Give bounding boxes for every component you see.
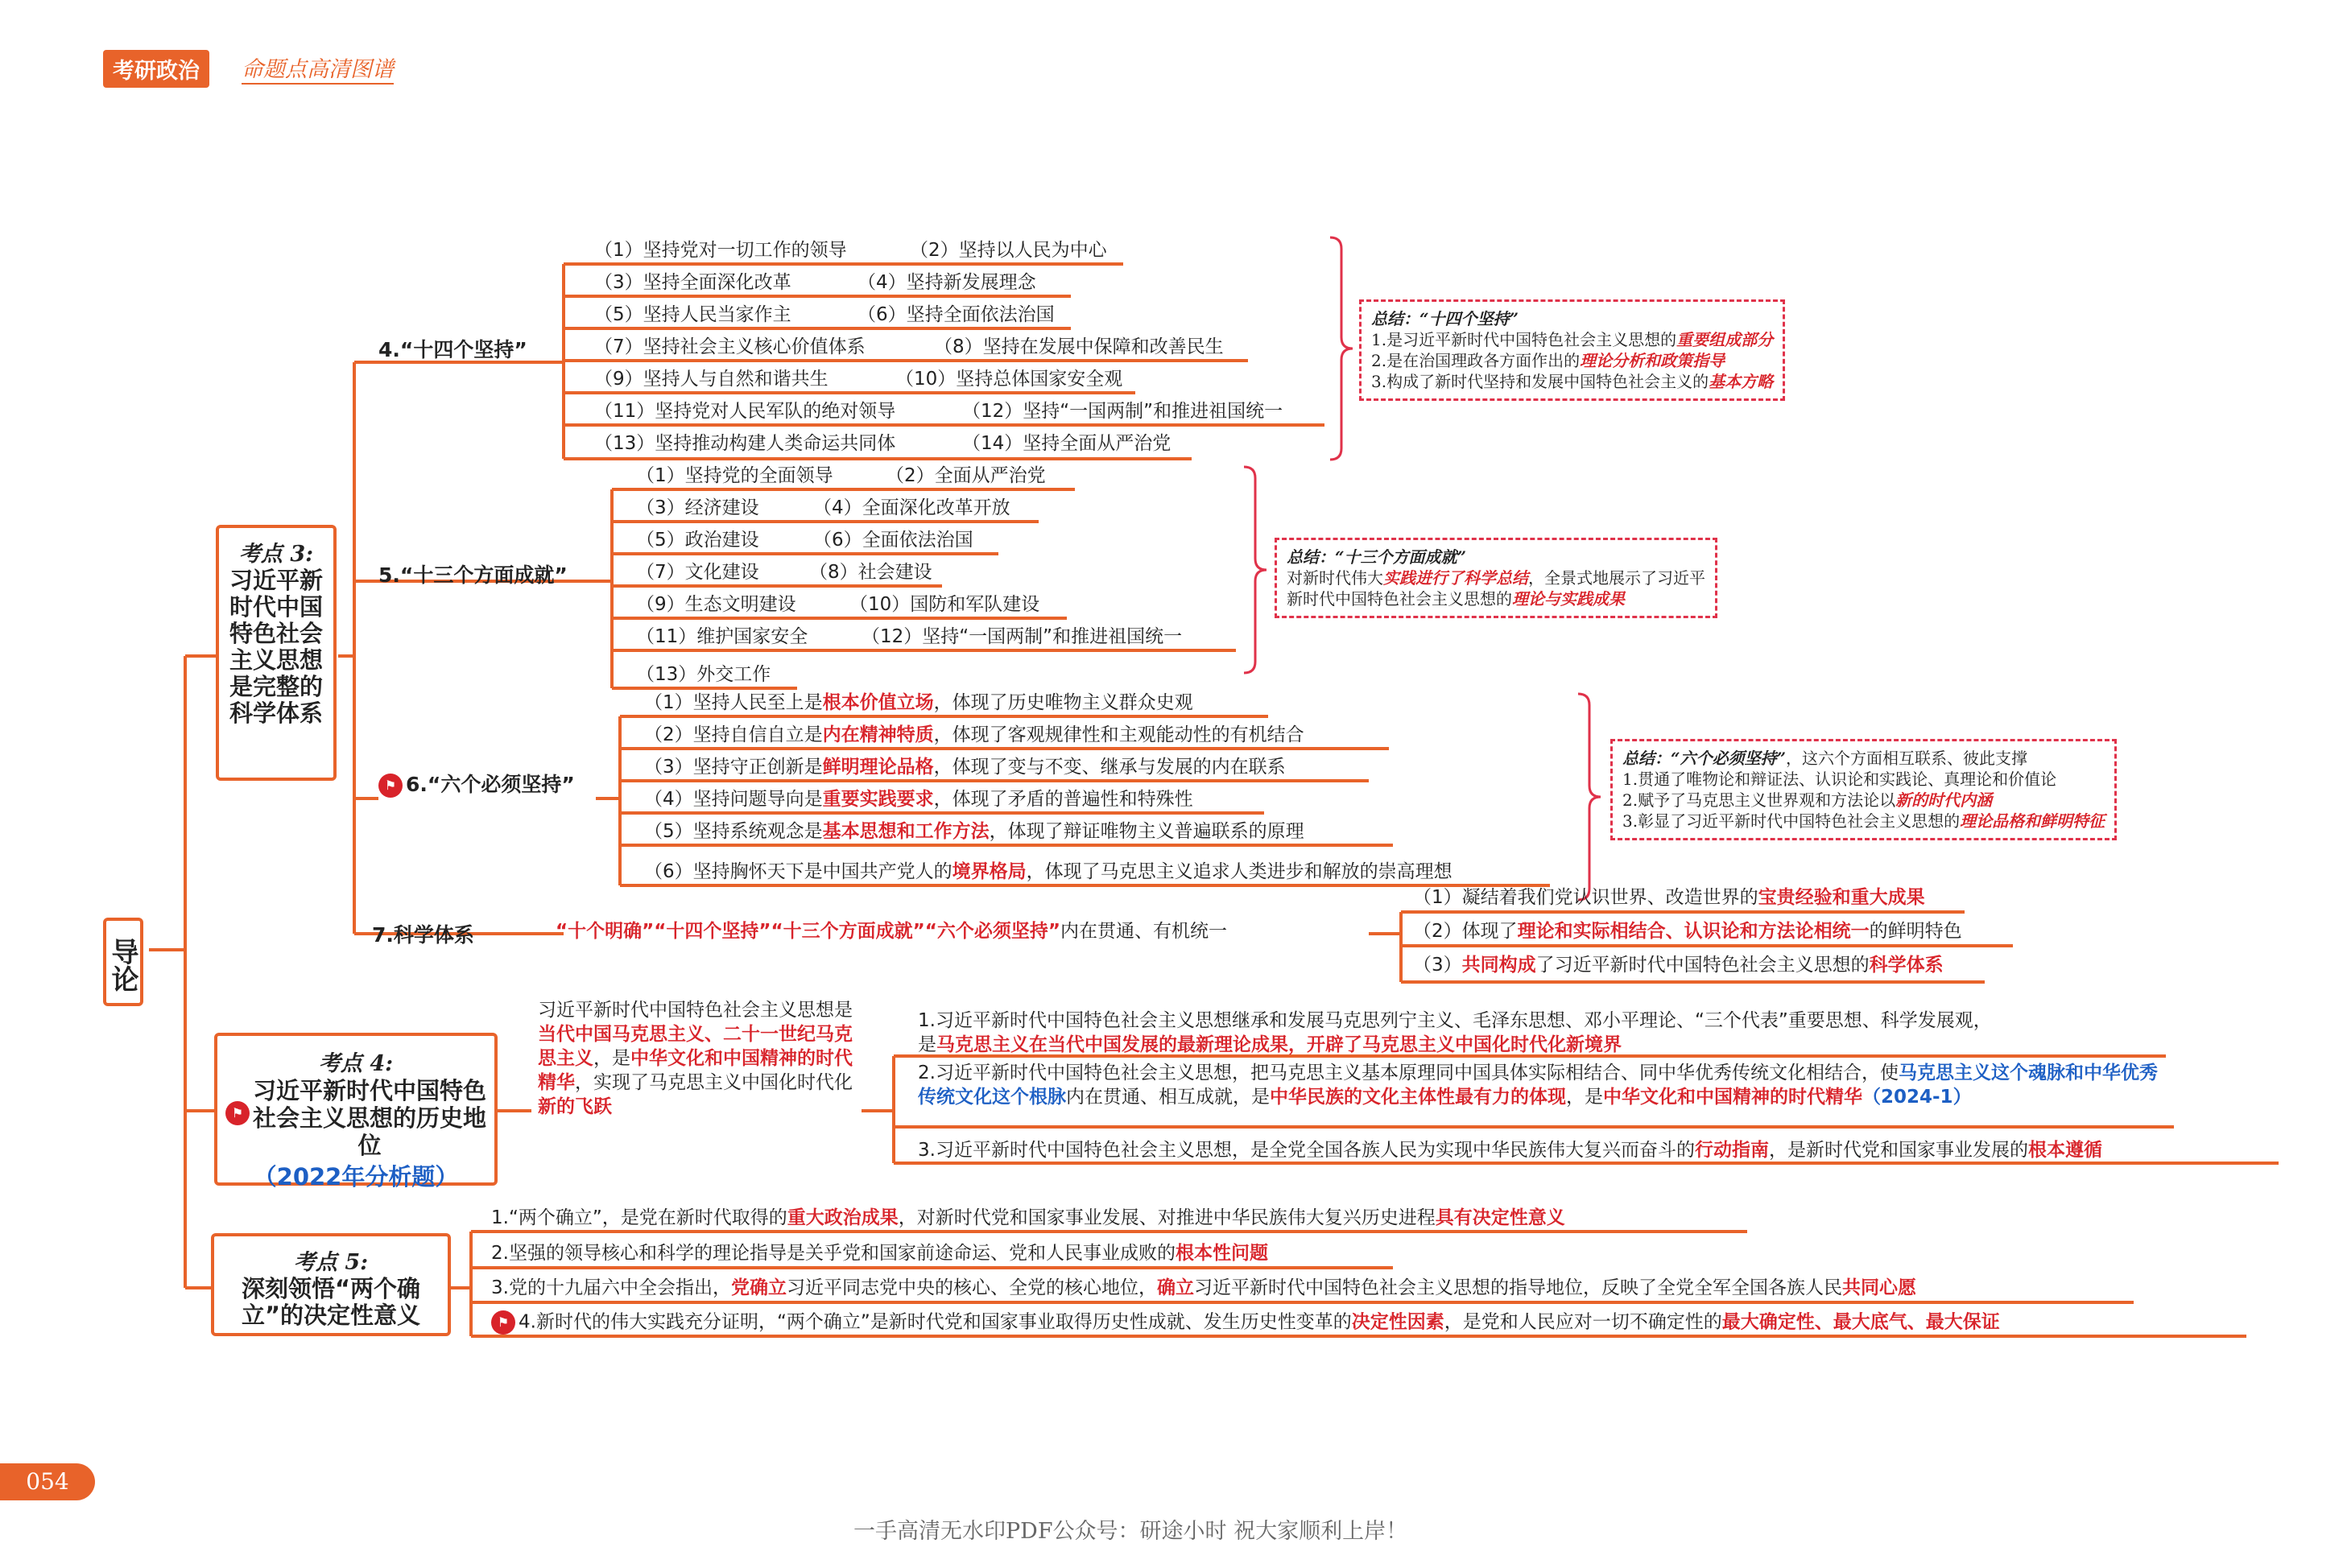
branch4-item: （14）坚持全面从严治党 xyxy=(962,433,1172,454)
summary-line: 3.构成了新时代坚持和发展中国特色社会主义的基本方略 xyxy=(1371,372,1774,391)
root-node: 导论 xyxy=(103,918,143,1006)
branch6-item: （6）坚持胸怀天下是中国共产党人的境界格局，体现了马克思主义追求人类进步和解放的崇高理想 xyxy=(644,861,1452,882)
branch5-item: （1）坚持党的全面领导 xyxy=(636,465,833,486)
branch5-item: （9）生态文明建设 xyxy=(636,594,796,615)
branch4-item: （6）坚持全面依法治国 xyxy=(857,304,1055,325)
summary-line: 1.是习近平新时代中国特色社会主义思想的重要组成部分 xyxy=(1371,330,1774,349)
branch7-label: 7.科学体系 xyxy=(372,923,474,947)
branch7-item: （3）共同构成了习近平新时代中国特色社会主义思想的科学体系 xyxy=(1413,955,1944,976)
summary-line: 1.贯通了唯物论和辩证法、认识论和实践论、真理论和价值论 xyxy=(1622,770,2057,789)
branch5-summary xyxy=(1275,538,1717,618)
summary-line: 3.彰显了习近平新时代中国特色社会主义思想的理论品格和鲜明特征 xyxy=(1622,811,2105,831)
branch4-summary xyxy=(1359,299,1785,401)
branch4-item: （12）坚持“一国两制”和推进祖国统一 xyxy=(962,401,1283,422)
summary-line: 新时代中国特色社会主义思想的理论与实践成果 xyxy=(1287,589,1625,609)
branch6-item: （5）坚持系统观念是基本思想和工作方法，体现了辩证唯物主义普遍联系的原理 xyxy=(644,821,1304,842)
branch4-item: （7）坚持社会主义核心价值体系 xyxy=(594,336,866,357)
kd4-item-3: 3.习近平新时代中国特色社会主义思想，是全党全国各族人民为实现中华民族伟大复兴而奋斗的行动指南，是新时代党和国家事业发展的根本遵循 xyxy=(918,1140,2102,1161)
branch5-item: （12）坚持“一国两制”和推进祖国统一 xyxy=(862,626,1183,647)
watermark: 一手高清无水印PDF公众号：研途小时 祝大家顺利上岸！ xyxy=(853,1519,1408,1544)
kd5-item-4: ⚑ 4.新时代的伟大实践充分证明，“两个确立”是新时代党和国家事业取得历史性成就、发生历史性变革的决定性因素，是党和人民应对一切不确定性的最大确定性、最大底气、最大保证 xyxy=(491,1310,2000,1335)
flag-icon: ⚑ xyxy=(378,774,403,798)
page-number: 054 xyxy=(0,1463,95,1500)
branch4-item: （9）坚持人与自然和谐共生 xyxy=(594,369,829,390)
branch5-item: （13）外交工作 xyxy=(636,664,771,685)
branch4-item: （11）坚持党对人民军队的绝对领导 xyxy=(594,401,896,422)
branch5-item: （11）维护国家安全 xyxy=(636,626,808,647)
summary-line: 2.是在治国理政各方面作出的理论分析和政策指导 xyxy=(1371,351,1725,370)
branch6-label: ⚑ 6.“六个必须坚持” xyxy=(378,769,575,798)
branch4-item: （8）坚持在发展中保障和改善民生 xyxy=(934,336,1224,357)
branch5-item: （6）全面依法治国 xyxy=(813,530,973,551)
branch5-item: （10）国防和军队建设 xyxy=(849,594,1040,615)
summary-title: 总结：“六个必须坚持”，这六个方面相互联系、彼此支撑 xyxy=(1622,749,2028,768)
kd4-label: 考点 4: xyxy=(318,1051,394,1076)
branch5-label: 5.“十三个方面成就” xyxy=(378,563,568,587)
summary-line: 对新时代伟大实践进行了科学总结，全景式地展示了习近平 xyxy=(1287,568,1705,588)
branch6-item: （3）坚持守正创新是鲜明理论品格，体现了变与不变、继承与发展的内在联系 xyxy=(644,757,1286,778)
branch4-item: （1）坚持党对一切工作的领导 xyxy=(594,240,847,261)
header-subtitle: 命题点高清图谱 xyxy=(242,52,394,85)
branch4-item: （2）坚持以人民为中心 xyxy=(910,240,1107,261)
header-tag: 考研政治 xyxy=(103,50,209,88)
branch5-item: （8）社会建设 xyxy=(809,562,932,583)
kd5-label: 考点 5: xyxy=(293,1250,369,1275)
kd3-label: 考点 3: xyxy=(238,542,314,567)
kd5-item-3: 3.党的十九届六中全会指出，党确立习近平同志党中央的核心、全党的核心地位，确立习近平新时代中国特色社会主义思想的指导地位，反映了全党全军全国各族人民共同心愿 xyxy=(491,1277,1916,1298)
branch5-item: （4）全面深化改革开放 xyxy=(813,497,1010,518)
kd3-box xyxy=(216,525,337,781)
branch7-item: （1）凝结着我们党认识世界、改造世界的宝贵经验和重大成果 xyxy=(1413,887,1925,908)
kd4-year: （2022年分析题） xyxy=(253,1163,459,1190)
summary-title: 总结：“十三个方面成就” xyxy=(1287,547,1467,567)
kd5-title: 深刻领悟“两个确立”的决定性意义 xyxy=(241,1275,421,1329)
branch4-item: （5）坚持人民当家作主 xyxy=(594,304,791,325)
branch7-item: （2）体现了理论和实际相结合、认识论和方法论相统一的鲜明特色 xyxy=(1413,921,1962,942)
branch4-item: （10）坚持总体国家安全观 xyxy=(895,369,1123,390)
branch7-middle: “十个明确”“十四个坚持”“十三个方面成就”“六个必须坚持”内在贯通、有机统一 xyxy=(556,921,1227,942)
branch5-item: （2）全面从严治党 xyxy=(886,465,1046,486)
kd5-item-1: 1.“两个确立”，是党在新时代取得的重大政治成果，对新时代党和国家事业发展、对推进中华民族伟大复兴历史进程具有决定性意义 xyxy=(491,1207,1565,1228)
branch5-item: （3）经济建设 xyxy=(636,497,759,518)
summary-title: 总结：“十四个坚持” xyxy=(1371,309,1519,328)
flag-icon: ⚑ xyxy=(491,1310,515,1335)
kd5-item-2: 2.坚强的领导核心和科学的理论指导是关乎党和国家前途命运、党和人民事业成败的根本性问题 xyxy=(491,1243,1268,1264)
summary-line: 2.赋予了马克思主义世界观和方法论以新的时代内涵 xyxy=(1622,790,1993,810)
kd4-item-1: 1.习近平新时代中国特色社会主义思想继承和发展马克思列宁主义、毛泽东思想、邓小平理论、“三个代表”重要思想、科学发展观， 是马克思主义在当代中国发展的最新理论成果，开辟了马克思主义中国化时代化新境界 xyxy=(918,1010,1992,1055)
branch5-item: （7）文化建设 xyxy=(636,562,759,583)
branch4-item: （13）坚持推动构建人类命运共同体 xyxy=(594,433,896,454)
branch5-item: （5）政治建设 xyxy=(636,530,759,551)
branch6-summary xyxy=(1610,739,2117,840)
branch4-item: （4）坚持新发展理念 xyxy=(857,272,1036,293)
kd4-left-para: 习近平新时代中国特色社会主义思想是当代中国马克思主义、二十一世纪马克思主义，是中华文化和中国精神的时代精华，实现了马克思主义中国化时代化新的飞跃 xyxy=(538,1000,853,1117)
branch6-item: （4）坚持问题导向是重要实践要求，体现了矛盾的普遍性和特殊性 xyxy=(644,789,1193,810)
flag-icon: ⚑ xyxy=(225,1101,250,1125)
branch6-item: （1）坚持人民至上是根本价值立场，体现了历史唯物主义群众史观 xyxy=(644,692,1193,713)
branch4-label: 4.“十四个坚持” xyxy=(378,338,527,361)
branch4-item: （3）坚持全面深化改革 xyxy=(594,272,791,293)
kd3-title: 习近平新时代中国特色社会主义思想是完整的科学体系 xyxy=(229,567,323,727)
kd4-title: ⚑ 习近平新时代中国特色社会主义思想的历史地位 xyxy=(225,1077,486,1159)
kd4-item-2: 2.习近平新时代中国特色社会主义思想，把马克思主义基本原理同中国具体实际相结合、同中华优秀传统文化相结合，使马克思主义这个魂脉和中华优秀传统文化这个根脉内在贯通、相互成就，是中华民族的文化主体性最有力的体现，是中华文化和中国精神的时代精华（2024-1） xyxy=(918,1063,2158,1108)
kd4-box xyxy=(214,1033,498,1190)
branch6-item: （2）坚持自信自立是内在精神特质，体现了客观规律性和主观能动性的有机结合 xyxy=(644,724,1304,745)
kd5-box xyxy=(211,1233,451,1336)
